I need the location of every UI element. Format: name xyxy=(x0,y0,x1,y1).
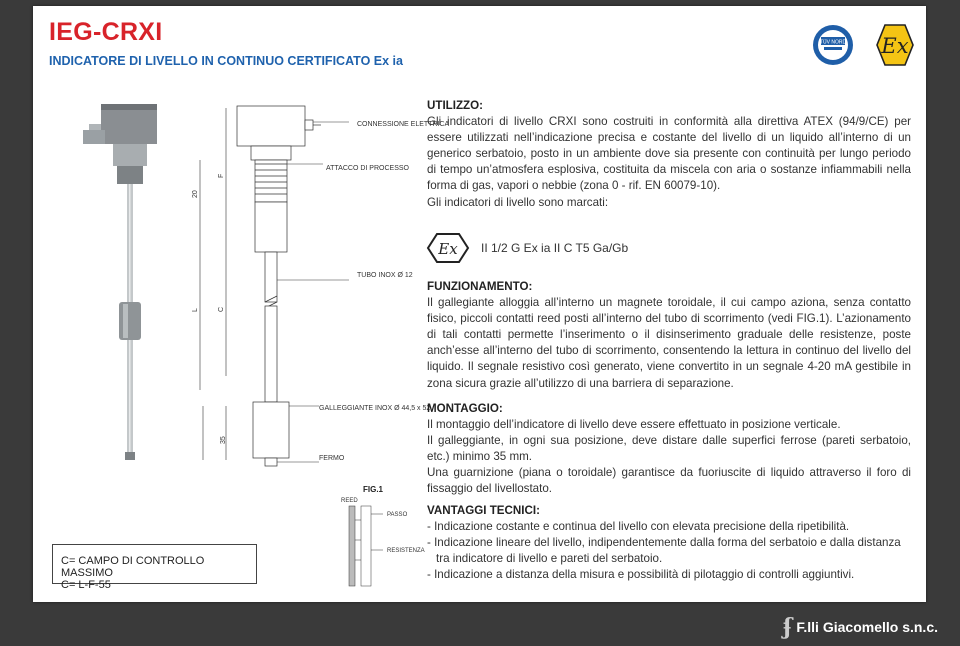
svg-text:Ex: Ex xyxy=(881,34,909,58)
galleggiante-label: GALLEGGIANTE INOX Ø 44,5 x 52 xyxy=(319,405,431,412)
certification-logos xyxy=(811,22,915,68)
montaggio-heading: MONTAGGIO: xyxy=(427,402,503,415)
legend-box xyxy=(52,544,257,591)
legend-line-1: C= CAMPO DI CONTROLLO MASSIMO xyxy=(61,555,205,579)
montaggio-line-1: Il montaggio dell’indicatore di livello deve essere effettuato in posizione verticale. xyxy=(427,418,841,432)
connessione-label: CONNESSIONE ELETTRICA xyxy=(357,121,450,128)
passo-label: PASSO xyxy=(387,512,408,518)
montaggio-line-3: Una guarnizione (piana o toroidale) garantisce da fuoriuscite di liquido attraverso il foro di fissaggio del livellostato. xyxy=(427,466,911,496)
footer-brand xyxy=(783,614,938,640)
marking-code: II 1/2 G Ex ia II C T5 Ga/Gb xyxy=(481,241,629,255)
funzionamento-heading: FUNZIONAMENTO: xyxy=(427,280,533,293)
fig1-detail xyxy=(341,485,425,586)
vantaggi-item-3: - Indicazione a distanza della misura e possibilità di pilotaggio di controlli aggiuntivi. xyxy=(427,568,855,582)
tuv-logo xyxy=(813,25,853,65)
funzionamento-text: Il gallegiante alloggia all’interno un magnete toroidale, il cui campo aziona, senza contatto fisico, piccoli contatti reed posti all’interno del tubo di scorrimento (vedi FIG.1). L’azionamento di tali contatti permette l’inserimento o il disinserimento graduale delle resistenze, poste anch’esse all’interno del tubo di scorrimento, consentendo la lettura in continuo del livello del liquido. Il segnale resistivo così generato, viene convertito in un segnale 4-20 mA gestibile in zona sicura grazie all’utilizzo di una barriera di separazione. xyxy=(427,296,911,390)
montaggio-line-2: Il galleggiante, in ogni sua posizione, deve distare dalle superfici ferrose (pareti serbatoio, etc.) minimo 35 mm. xyxy=(427,434,911,464)
dimension-lines xyxy=(200,108,226,460)
svg-text:Ex: Ex xyxy=(438,240,458,258)
resistenza-label: RESISTENZA xyxy=(387,548,425,554)
legend-line-2: C= L-F-55 xyxy=(61,579,111,591)
vantaggi-heading: VANTAGGI TECNICI: xyxy=(427,504,540,517)
dim-20-label: 20 xyxy=(192,190,199,198)
dim-f-label: F xyxy=(218,173,225,178)
dim-c-label: C xyxy=(218,306,225,312)
attacco-label: ATTACCO DI PROCESSO xyxy=(326,165,409,172)
reed-label: REED xyxy=(341,498,358,504)
section-utilizzo xyxy=(427,98,911,211)
product-photo xyxy=(83,104,157,460)
brand-name: F.lli Giacomello s.n.c. xyxy=(796,619,938,635)
section-montaggio xyxy=(427,401,911,498)
brand-logo-icon: ʄ xyxy=(782,614,793,640)
ex-marking-icon xyxy=(427,233,469,263)
utilizzo-text: Gli indicatori di livello CRXI sono costruiti in conformità alla direttiva ATEX (94/9/CE) per essere utilizzati nell’indicazione precisa e costante del livello di un liquido all’interno di un generico serbatoio, posto in un ambiente dove sia presente con continuità per lungo periodo di tempo un’atmosfera esplosiva, costituita da miscela con aria o sostanze infiammabili nella forma di gas, vapori o nebbie (zona 0 - rif. EN 60079-10). xyxy=(427,115,911,193)
section-funzionamento xyxy=(427,279,911,392)
fig1-label: FIG.1 xyxy=(363,485,384,494)
utilizzo-text-2: Gli indicatori di livello sono marcati: xyxy=(427,195,609,209)
vantaggi-item-2b: tra indicatore di livello e pareti del serbatoio. xyxy=(436,552,663,566)
product-title: IEG-CRXI xyxy=(49,18,163,46)
dim-l-label: L xyxy=(192,308,199,312)
dim-35-label: 35 xyxy=(220,436,227,444)
fermo-label: FERMO xyxy=(319,455,345,462)
section-vantaggi xyxy=(427,503,911,583)
atex-marking xyxy=(427,228,727,268)
product-subtitle: INDICATORE DI LIVELLO IN CONTINUO CERTIFICATO Ex ia xyxy=(49,54,403,68)
tuv-logo-text: TÜV NORD xyxy=(819,39,847,46)
datasheet-page xyxy=(33,6,926,602)
atex-ex-icon xyxy=(877,25,913,65)
utilizzo-heading: UTILIZZO: xyxy=(427,99,484,112)
schematic-drawing xyxy=(237,106,321,466)
vantaggi-item-1: - Indicazione costante e continua del livello con elevata precisione della ripetibilità. xyxy=(427,520,850,534)
vantaggi-item-2a: - Indicazione lineare del livello, indipendentemente dalla forma del serbatoio e dalla distanza xyxy=(427,536,901,550)
tubo-label: TUBO INOX Ø 12 xyxy=(357,272,413,279)
